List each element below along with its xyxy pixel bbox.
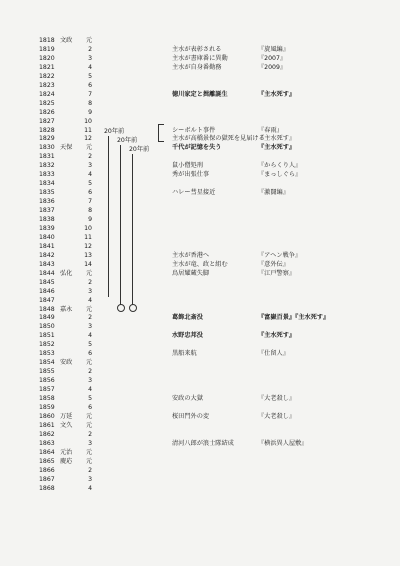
era-year-cell: 元 [85,37,92,44]
work-cell: 『富嶽百景』『主水死す』 [258,314,330,322]
timeline-row [0,448,400,457]
event-cell: 主水が自身番勤務 [172,63,222,71]
year-cell: 1848 [39,305,55,313]
year-cell: 1835 [39,189,55,197]
work-cell: 『主水死す』 [258,135,296,143]
era-year-cell: 9 [88,108,92,116]
event-cell: 秀が出張仕事 [172,171,210,179]
timeline-row [0,242,400,251]
era-name-cell: 弘化 [60,269,73,277]
era-year-cell: 6 [88,189,92,197]
year-cell: 1856 [39,377,55,385]
timeline-row [0,296,400,305]
era-year-cell: 10 [84,117,92,125]
event-cell: 黒船来航 [172,350,197,358]
work-cell: 『春雨』 [258,126,283,134]
twenty-years-marker-1: 20年前 [104,128,125,135]
work-cell: 『大老殺し』 [258,395,296,402]
timeline-row [0,439,400,448]
year-cell: 1858 [39,395,55,402]
twenty-years-marker-3: 20年前 [129,146,150,153]
era-year-cell: 4 [88,296,92,304]
event-cell: 主水が表彰される [172,45,222,53]
lifeline-2 [120,145,121,307]
timeline-row [0,466,400,475]
year-cell: 1862 [39,430,55,438]
year-cell: 1864 [39,448,55,456]
year-cell: 1827 [39,117,55,125]
era-year-cell: 3 [88,162,92,170]
era-name-cell: 嘉永 [60,305,73,313]
year-cell: 1825 [39,99,55,107]
timeline-row [0,126,400,135]
timeline-row [0,134,400,143]
era-year-cell: 10 [84,224,92,232]
year-cell: 1849 [39,314,55,322]
work-cell: 『大老殺し』 [258,412,296,420]
work-cell: 『旋風編』 [258,45,289,53]
lifeline-1 [108,136,109,297]
timeline-row [0,385,400,394]
timeline-row [0,421,400,430]
event-cell: 主水が竜、政と組む [172,260,228,268]
timeline-row [0,367,400,376]
era-name-cell: 安政 [60,359,73,367]
work-cell: 『からくり人』 [258,162,302,170]
era-year-cell: 2 [88,278,92,286]
lifeline-end-circle-3 [129,304,137,312]
era-year-cell: 元 [85,269,92,277]
timeline-row [0,117,400,126]
era-year-cell: 8 [88,99,92,107]
era-year-cell: 元 [85,457,92,465]
lifeline-end-circle-2 [117,304,125,312]
year-cell: 1818 [39,37,55,44]
era-name-cell: 文政 [60,37,73,44]
work-cell: 『江戸警察』 [258,269,296,277]
era-year-cell: 4 [88,332,92,340]
timeline-row [0,430,400,439]
year-cell: 1819 [39,45,55,53]
work-cell: 『意外伝』 [258,260,289,268]
era-year-cell: 9 [88,216,92,223]
timeline-row [0,36,400,45]
work-cell: 『2007』 [258,54,287,62]
event-cell: 鳥居耀蔵失脚 [172,269,210,277]
year-cell: 1828 [39,126,55,134]
year-cell: 1846 [39,287,55,295]
era-year-cell: 6 [88,350,92,358]
event-cell: 鼠小僧処刑 [172,162,203,170]
lifeline-3 [132,154,133,307]
era-year-cell: 5 [88,395,92,402]
year-cell: 1853 [39,350,55,358]
era-year-cell: 6 [88,403,92,411]
timeline-row [0,152,400,161]
work-cell: 『まっしぐら』 [258,171,302,179]
era-year-cell: 3 [88,475,92,483]
timeline-row [0,81,400,90]
year-cell: 1821 [39,63,55,71]
timeline-row [0,179,400,188]
work-cell: 『2009』 [258,63,287,71]
era-year-cell: 7 [88,198,92,206]
year-cell: 1836 [39,198,55,206]
timeline-row [0,412,400,421]
timeline-row [0,99,400,108]
era-year-cell: 4 [88,386,92,394]
timeline-row [0,224,400,233]
year-cell: 1831 [39,153,55,161]
era-year-cell: 2 [88,368,92,376]
year-cell: 1837 [39,207,55,215]
year-cell: 1851 [39,332,55,340]
event-cell: 清河八郎が浪士隊結成 [172,439,234,447]
timeline-row [0,305,400,314]
timeline-row [0,287,400,296]
timeline-row [0,457,400,466]
timeline-row [0,215,400,224]
timeline-row [0,54,400,63]
era-year-cell: 2 [88,45,92,53]
year-cell: 1852 [39,341,55,349]
era-year-cell: 元 [85,412,92,420]
year-cell: 1860 [39,412,55,420]
timeline-row [0,403,400,412]
year-cell: 1838 [39,216,55,223]
era-year-cell: 3 [88,54,92,62]
work-cell: 『アヘン戦争』 [258,251,302,259]
timeline-row [0,340,400,349]
work-cell: 『激闘編』 [258,189,289,197]
timeline-row [0,269,400,278]
year-cell: 1857 [39,386,55,394]
work-cell: 『主水死す』 [258,332,296,340]
timeline-row [0,63,400,72]
era-name-cell: 文久 [60,421,73,429]
year-cell: 1843 [39,260,55,268]
era-year-cell: 2 [88,314,92,322]
era-year-cell: 4 [88,484,92,492]
era-year-cell: 6 [88,81,92,89]
timeline-row [0,331,400,340]
event-cell: ハレー彗星接近 [172,189,216,197]
year-cell: 1863 [39,439,55,447]
era-year-cell: 12 [84,242,92,250]
year-cell: 1834 [39,180,55,188]
era-year-cell: 3 [88,439,92,447]
timeline-row [0,322,400,331]
era-year-cell: 8 [88,207,92,215]
era-year-cell: 元 [85,305,92,313]
year-cell: 1868 [39,484,55,492]
era-year-cell: 3 [88,377,92,385]
era-year-cell: 12 [84,135,92,143]
event-cell: 千代が記憶を失う [172,144,222,152]
era-year-cell: 5 [88,72,92,80]
timeline-row [0,349,400,358]
era-name-cell: 元治 [60,448,73,456]
timeline-row [0,72,400,81]
era-year-cell: 3 [88,287,92,295]
timeline-row [0,143,400,152]
year-cell: 1833 [39,171,55,179]
era-year-cell: 2 [88,430,92,438]
era-year-cell: 13 [84,251,92,259]
work-cell: 『主水死す』 [258,144,296,152]
year-cell: 1861 [39,421,55,429]
event-cell: 主水が高橋景保の獄死を見届ける [172,135,265,143]
year-cell: 1844 [39,269,55,277]
year-cell: 1839 [39,224,55,232]
year-cell: 1840 [39,233,55,241]
timeline-row [0,108,400,117]
era-year-cell: 元 [85,144,92,152]
event-cell: 桜田門外の変 [172,412,210,420]
timeline-row [0,161,400,170]
timeline-row [0,260,400,269]
timeline-row [0,484,400,493]
year-cell: 1823 [39,81,55,89]
era-year-cell: 11 [84,126,92,134]
event-cell: 徳川家定と揖離誕生 [172,90,228,98]
timeline-row [0,376,400,385]
year-cell: 1820 [39,54,55,62]
era-year-cell: 11 [84,233,92,241]
year-cell: 1826 [39,108,55,116]
year-cell: 1855 [39,368,55,376]
era-year-cell: 5 [88,180,92,188]
year-cell: 1865 [39,457,55,465]
year-cell: 1854 [39,359,55,367]
timeline-row [0,358,400,367]
work-cell: 『仕留人』 [258,350,289,358]
event-bracket [158,124,164,142]
era-year-cell: 元 [85,359,92,367]
timeline-row [0,278,400,287]
era-year-cell: 2 [88,466,92,474]
era-year-cell: 14 [84,260,92,268]
event-cell: 水野忠邦没 [172,332,203,340]
timeline-row [0,313,400,322]
year-cell: 1822 [39,72,55,80]
year-cell: 1824 [39,90,55,98]
era-name-cell: 慶応 [60,457,73,465]
era-year-cell: 元 [85,448,92,456]
era-year-cell: 元 [85,421,92,429]
timeline-row [0,188,400,197]
timeline-row [0,197,400,206]
era-name-cell: 万延 [60,412,73,420]
year-cell: 1842 [39,251,55,259]
era-name-cell: 天保 [60,144,73,152]
year-cell: 1841 [39,242,55,250]
event-cell: 安政の大獄 [172,395,203,402]
year-cell: 1866 [39,466,55,474]
work-cell: 『横浜異人屋敷』 [258,439,308,447]
timeline-row [0,206,400,215]
timeline-row [0,45,400,54]
year-cell: 1832 [39,162,55,170]
year-cell: 1867 [39,475,55,483]
timeline-row [0,394,400,403]
twenty-years-marker-2: 20年前 [117,137,138,144]
year-cell: 1859 [39,403,55,411]
era-year-cell: 4 [88,63,92,71]
event-cell: 葛飾北斎没 [172,314,203,322]
era-year-cell: 4 [88,171,92,179]
year-cell: 1847 [39,296,55,304]
timeline-row [0,475,400,484]
timeline-row [0,90,400,99]
era-year-cell: 2 [88,153,92,161]
event-cell: 主水が書庫番に異動 [172,54,228,62]
timeline-row [0,170,400,179]
work-cell: 『主水死す』 [258,90,296,98]
timeline-row [0,233,400,242]
event-cell: 主水が香港へ [172,251,210,259]
era-year-cell: 5 [88,341,92,349]
year-cell: 1830 [39,144,55,152]
era-year-cell: 3 [88,323,92,331]
event-cell: シーボルト事件 [172,126,216,134]
year-cell: 1829 [39,135,55,143]
year-cell: 1845 [39,278,55,286]
year-cell: 1850 [39,323,55,331]
era-year-cell: 7 [88,90,92,98]
timeline-row [0,251,400,260]
